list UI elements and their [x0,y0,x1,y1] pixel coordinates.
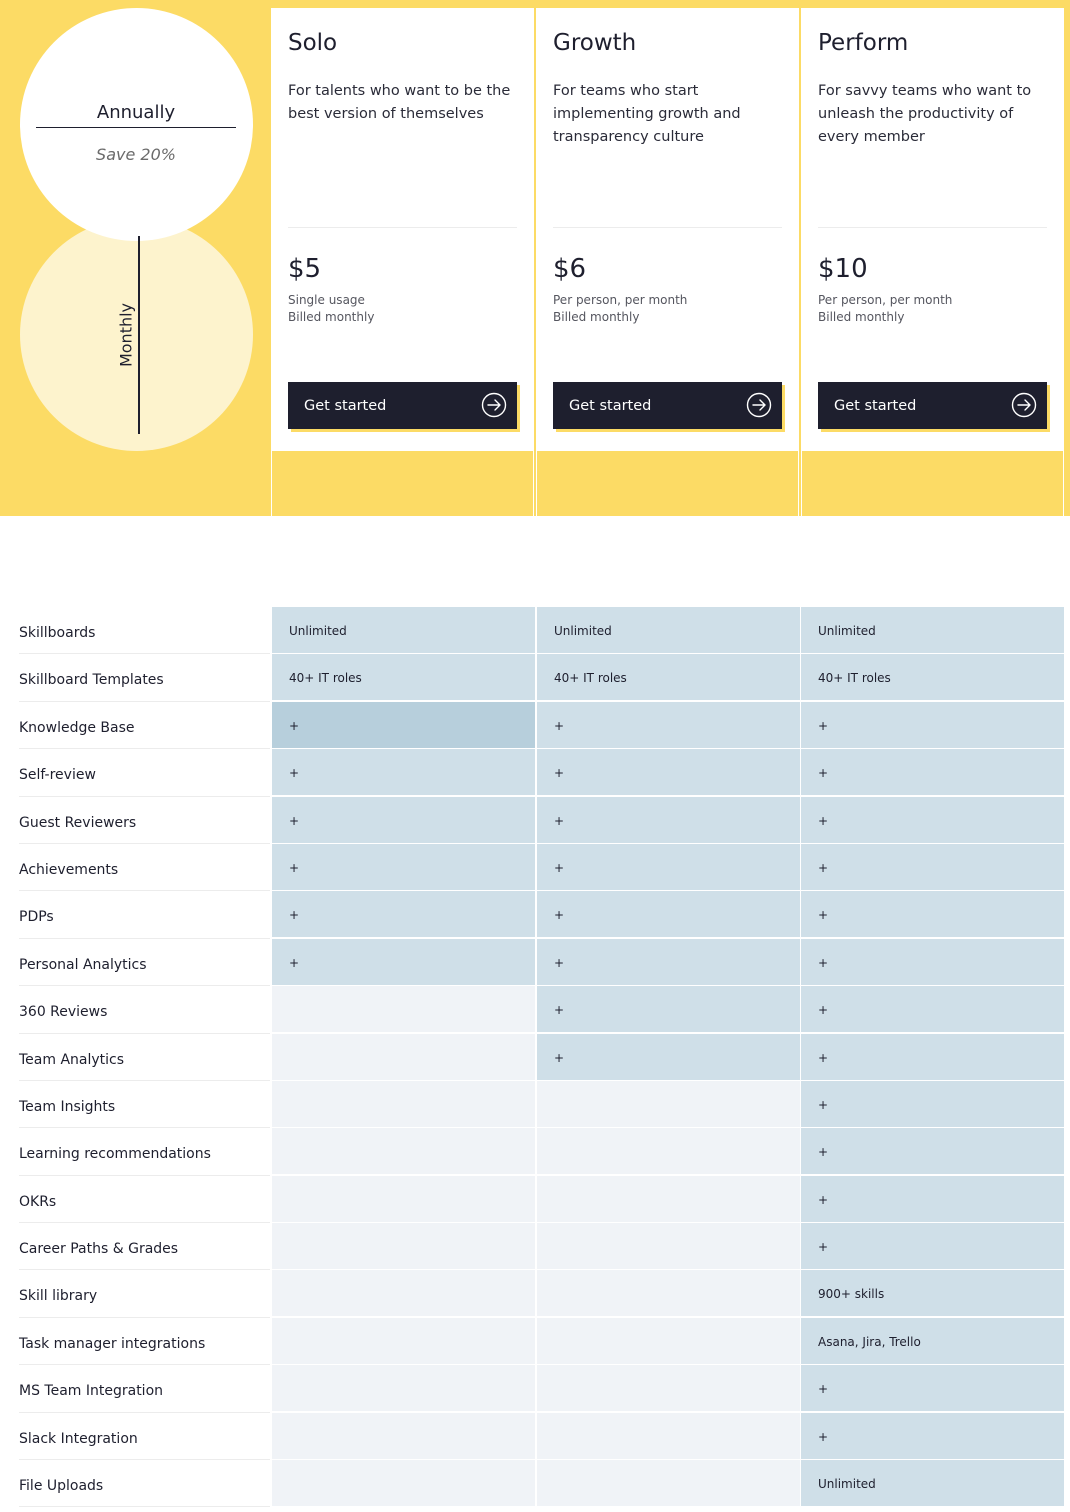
table-cell: + [801,749,1064,795]
feature-name: Personal Analytics [19,939,270,986]
table-cell [537,1176,800,1222]
plan-card-footer [271,451,534,516]
table-cell: + [801,1081,1064,1127]
table-row [0,939,1070,986]
table-cell [272,1318,535,1364]
table-row [0,1223,1070,1270]
annually-underline [36,127,236,128]
table-cell: + [801,1413,1064,1459]
plan-usage-note: Per person, per month [818,293,953,307]
table-cell: + [801,1128,1064,1174]
feature-name: Task manager integrations [19,1318,270,1365]
table-row [0,986,1070,1033]
get-started-label: Get started [569,397,652,414]
table-cell [272,1128,535,1174]
table-cell [537,1318,800,1364]
table-row [0,1034,1070,1081]
table-cell: + [272,797,535,843]
feature-name: Learning recommendations [19,1128,270,1175]
table-cell: Unlimited [272,607,535,653]
table-cell [272,986,535,1032]
table-cell: + [801,1365,1064,1411]
table-cell [272,1081,535,1127]
table-cell: + [537,702,800,748]
table-cell: 40+ IT roles [272,654,535,700]
feature-name: Self-review [19,749,270,796]
table-cell [272,1365,535,1411]
table-cell: + [801,891,1064,937]
arrow-right-circle-icon [481,392,507,418]
table-cell: + [801,986,1064,1032]
table-row [0,1460,1070,1507]
table-row [0,1413,1070,1460]
table-row [0,1176,1070,1223]
table-row [0,797,1070,844]
table-cell [537,1413,800,1459]
table-cell: + [272,891,535,937]
plan-price: $5 [288,254,322,284]
plan-usage-note: Per person, per month [553,293,688,307]
plan-description: For savvy teams who want to unleash the productivity of every member [818,83,1032,145]
table-cell [537,1270,800,1316]
table-cell: Unlimited [537,607,800,653]
plan-card-perform [801,8,1064,516]
table-cell: + [537,844,800,890]
plan-name: Solo [288,30,338,56]
table-cell: + [272,702,535,748]
save-label: Save 20% [96,145,176,164]
table-row [0,1270,1070,1317]
table-cell [272,1034,535,1080]
table-cell: + [537,749,800,795]
table-cell [272,1176,535,1222]
plan-billing-note: Billed monthly [288,310,375,324]
table-row [0,1365,1070,1412]
feature-name: 360 Reviews [19,986,270,1033]
table-cell [272,1413,535,1459]
table-cell: + [537,891,800,937]
table-cell [537,1365,800,1411]
table-row [0,702,1070,749]
table-cell: Asana, Jira, Trello [801,1318,1064,1364]
table-cell: + [537,1034,800,1080]
table-row [0,607,1070,654]
monthly-divider [138,236,140,434]
feature-name: OKRs [19,1176,270,1223]
annually-label: Annually [96,102,176,123]
table-cell [537,1223,800,1269]
table-cell [537,1081,800,1127]
monthly-label: Monthly [116,302,136,368]
feature-comparison-table [0,607,1070,1507]
table-cell: + [537,797,800,843]
table-cell: + [537,939,800,985]
table-cell: + [272,844,535,890]
plan-card-footer [801,451,1064,516]
feature-name: Guest Reviewers [19,797,270,844]
table-cell: + [801,1176,1064,1222]
plan-name: Growth [553,30,637,56]
table-cell: + [801,797,1064,843]
plan-divider [288,227,517,228]
feature-name: Skill library [19,1270,270,1317]
table-cell [272,1223,535,1269]
feature-name: Skillboard Templates [19,654,270,701]
plan-billing-note: Billed monthly [818,310,905,324]
table-row [0,654,1070,701]
plan-card-body [271,8,534,451]
pricing-hero [0,0,1070,516]
table-cell: + [801,1223,1064,1269]
table-cell: 40+ IT roles [537,654,800,700]
annual-option[interactable] [20,8,253,241]
plan-divider [818,227,1047,228]
table-cell: + [801,844,1064,890]
table-cell: 900+ skills [801,1270,1064,1316]
table-cell: + [801,702,1064,748]
plan-card-footer [536,451,799,516]
feature-name: Team Analytics [19,1034,270,1081]
feature-name: Slack Integration [19,1413,270,1460]
plan-divider [553,227,782,228]
plan-price: $10 [818,254,868,284]
get-started-button[interactable] [818,382,1047,429]
billing-toggle [0,0,270,516]
table-cell: 40+ IT roles [801,654,1064,700]
table-cell: + [801,1034,1064,1080]
plan-price: $6 [553,254,587,284]
plan-description: For talents who want to be the best version of themselves [288,83,511,122]
plan-card-solo [271,8,534,516]
table-cell: + [801,939,1064,985]
table-row [0,1128,1070,1175]
table-row [0,844,1070,891]
plan-card-body [801,8,1064,451]
arrow-right-circle-icon [1011,392,1037,418]
table-row [0,891,1070,938]
plan-name: Perform [818,30,909,56]
table-cell: Unlimited [801,1460,1064,1506]
get-started-label: Get started [834,397,917,414]
table-row [0,749,1070,796]
table-cell [272,1460,535,1506]
feature-name: Team Insights [19,1081,270,1128]
monthly-option[interactable] [20,218,253,451]
table-cell: Unlimited [801,607,1064,653]
feature-name: Achievements [19,844,270,891]
get-started-button[interactable] [288,382,517,429]
table-row [0,1318,1070,1365]
plan-description: For teams who start implementing growth and transparency culture [553,83,741,145]
feature-name: MS Team Integration [19,1365,270,1412]
arrow-right-circle-icon [746,392,772,418]
feature-name: Skillboards [19,607,270,654]
table-row [0,1081,1070,1128]
plan-card-growth [536,8,799,516]
get-started-label: Get started [304,397,387,414]
table-cell: + [272,939,535,985]
plan-usage-note: Single usage [288,293,365,307]
table-cell: + [537,986,800,1032]
table-cell [537,1460,800,1506]
plan-card-body [536,8,799,451]
table-cell [537,1128,800,1174]
table-cell [272,1270,535,1316]
feature-name: Knowledge Base [19,702,270,749]
feature-name: PDPs [19,891,270,938]
feature-name: Career Paths & Grades [19,1223,270,1270]
plan-billing-note: Billed monthly [553,310,640,324]
feature-name: File Uploads [19,1460,270,1507]
get-started-button[interactable] [553,382,782,429]
table-cell: + [272,749,535,795]
